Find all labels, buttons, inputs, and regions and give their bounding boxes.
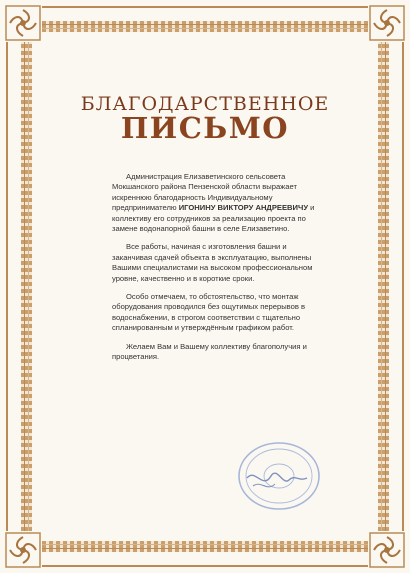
corner-ornament-icon (4, 4, 42, 42)
paragraph (112, 242, 317, 284)
title-line-2: ПИСЬМО (120, 111, 290, 145)
corner-ornament-icon (4, 531, 42, 569)
paragraph (112, 172, 317, 234)
letter-body (112, 172, 317, 371)
title-line-1: БЛАГОДАРСТВЕННОЕ (80, 93, 330, 115)
corner-ornament-icon (368, 531, 406, 569)
paragraph-text: Желаем Вам и Вашему коллективу благополучия и процветания. (112, 341, 307, 362)
paragraph (112, 292, 317, 334)
corner-ornament-icon (368, 4, 406, 42)
paragraph-text: и коллективу его сотрудников за реализацию проекта по замене водонапорной башни в селе Елизаветино. (112, 203, 315, 234)
paragraph-text: Все работы, начиная с изготовления башни и заканчивая сдачей объекта в эксплуатацию, выполнены Вашими специалистами на высоком профессиональном уровне, качественно и в короткие сроки. (112, 242, 313, 283)
paragraph-text: Особо отмечаем, то обстоятельство, что монтаж оборудования проводился без ощутимых перерывов в водоснабжении, в строгом соответствии с тщательно спланированным и утверждённым графиком работ. (112, 292, 306, 333)
paragraph (112, 342, 317, 363)
recipient-name: ИГОНИНУ ВИКТОРУ АНДРЕЕВИЧУ (178, 203, 309, 213)
official-stamp-icon (233, 440, 321, 512)
paragraph-text: Администрация Елизаветинского сельсовета Мокшанского района Пензенской области выражает искреннюю благодарность Индивидуальному предпринимателю (112, 172, 297, 213)
